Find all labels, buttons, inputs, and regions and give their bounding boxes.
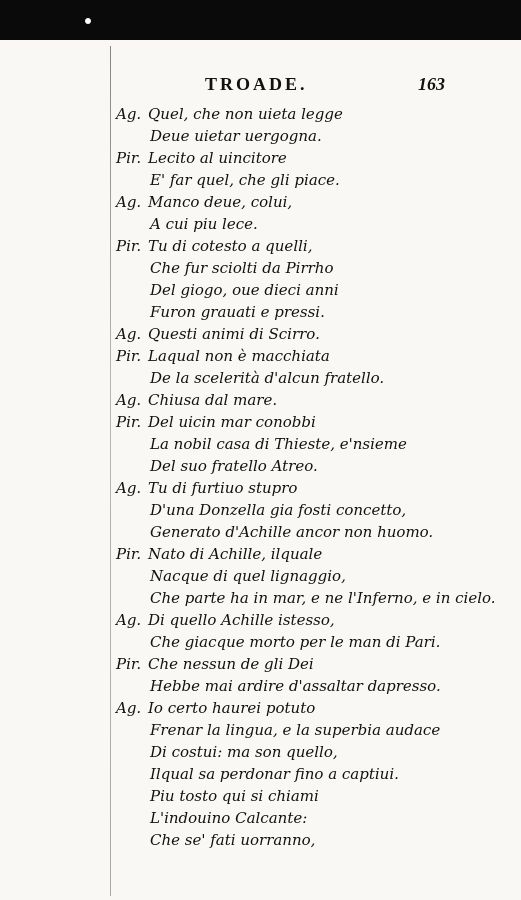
verse-text: Questi animi di Scirro. [148,325,320,343]
verse-text: Io certo haurei potuto [148,699,316,717]
speaker-label: Ag. [116,391,142,409]
speaker-label: Pir. [116,237,142,255]
verse-line [0,235,521,257]
running-head: TROADE. [205,74,308,94]
speaker-label: Pir. [116,347,142,365]
verse-text: Generato d'Achille ancor non huomo. [150,523,434,541]
verse-line [0,719,521,741]
verse-line [0,147,521,169]
verse-line [0,213,521,235]
verse-text: Di costui: ma son quello, [150,743,338,761]
verse-text: Del giogo, oue dieci anni [150,281,339,299]
verse-text: Che fur sciolti da Pirrho [150,259,334,277]
verse-text: La nobil casa di Thieste, e'nsieme [150,435,407,453]
verse-line [0,653,521,675]
speaker-label: Ag. [116,105,142,123]
verse-text: L'indouino Calcante: [150,809,308,827]
verse-line [0,785,521,807]
verse-text: Hebbe mai ardire d'assaltar dapresso. [150,677,441,695]
verse-line [0,609,521,631]
speaker-label: Ag. [116,479,142,497]
verse-line [0,697,521,719]
verse-text: Che parte ha in mar, e ne l'Inferno, e in cielo. [150,589,496,607]
verse-text: Lecito al uincitore [148,149,287,167]
verse-line [0,191,521,213]
verse-line [0,829,521,851]
verse-text: Che giacque morto per le man di Pari. [150,633,441,651]
scan-speck [85,18,91,24]
verse-line [0,169,521,191]
verse-line [0,499,521,521]
speaker-label: Pir. [116,149,142,167]
verse-line [0,323,521,345]
verse-text: Laqual non è macchiata [148,347,330,365]
verse-text: Piu tosto qui si chiami [150,787,319,805]
speaker-label: Ag. [116,325,142,343]
speaker-label: Ag. [116,699,142,717]
dialogue-text [0,103,521,851]
verse-line [0,257,521,279]
verse-line [0,345,521,367]
verse-line [0,279,521,301]
verse-text: Nato di Achille, ilquale [148,545,323,563]
verse-text: D'una Donzella gia fosti concetto, [150,501,407,519]
verse-text: Deue uietar uergogna. [150,127,322,145]
verse-text: Frenar la lingua, e la superbia audace [150,721,441,739]
speaker-label: Pir. [116,655,142,673]
verse-text: Del suo fratello Atreo. [150,457,318,475]
page-number: 163 [418,74,445,94]
verse-text: De la scelerità d'alcun fratello. [150,369,385,387]
verse-line [0,587,521,609]
verse-line [0,411,521,433]
verse-text: Quel, che non uieta legge [148,105,343,123]
verse-line [0,763,521,785]
page-header [0,74,521,100]
verse-line [0,807,521,829]
verse-text: Ilqual sa perdonar fino a captiui. [150,765,399,783]
verse-text: A cui piu lece. [150,215,258,233]
verse-line [0,477,521,499]
speaker-label: Ag. [116,611,142,629]
verse-line [0,631,521,653]
verse-text: Furon grauati e pressi. [150,303,325,321]
verse-line [0,125,521,147]
verse-line [0,675,521,697]
verse-text: Tu di cotesto a quelli, [148,237,313,255]
verse-line [0,389,521,411]
verse-line [0,301,521,323]
speaker-label: Ag. [116,193,142,211]
verse-text: Tu di furtiuo stupro [148,479,298,497]
verse-text: E' far quel, che gli piace. [150,171,340,189]
verse-line [0,103,521,125]
verse-text: Che se' fati uorranno, [150,831,316,849]
verse-line [0,455,521,477]
speaker-label: Pir. [116,545,142,563]
verse-text: Chiusa dal mare. [148,391,278,409]
verse-line [0,433,521,455]
verse-text: Nacque di quel lignaggio, [150,567,346,585]
verse-line [0,741,521,763]
verse-text: Di quello Achille istesso, [148,611,335,629]
verse-line [0,565,521,587]
verse-text: Che nessun de gli Dei [148,655,314,673]
scan-top-border [0,0,521,40]
verse-text: Manco deue, colui, [148,193,293,211]
verse-text: Del uicin mar conobbi [148,413,316,431]
speaker-label: Pir. [116,413,142,431]
verse-line [0,367,521,389]
verse-line [0,543,521,565]
verse-line [0,521,521,543]
